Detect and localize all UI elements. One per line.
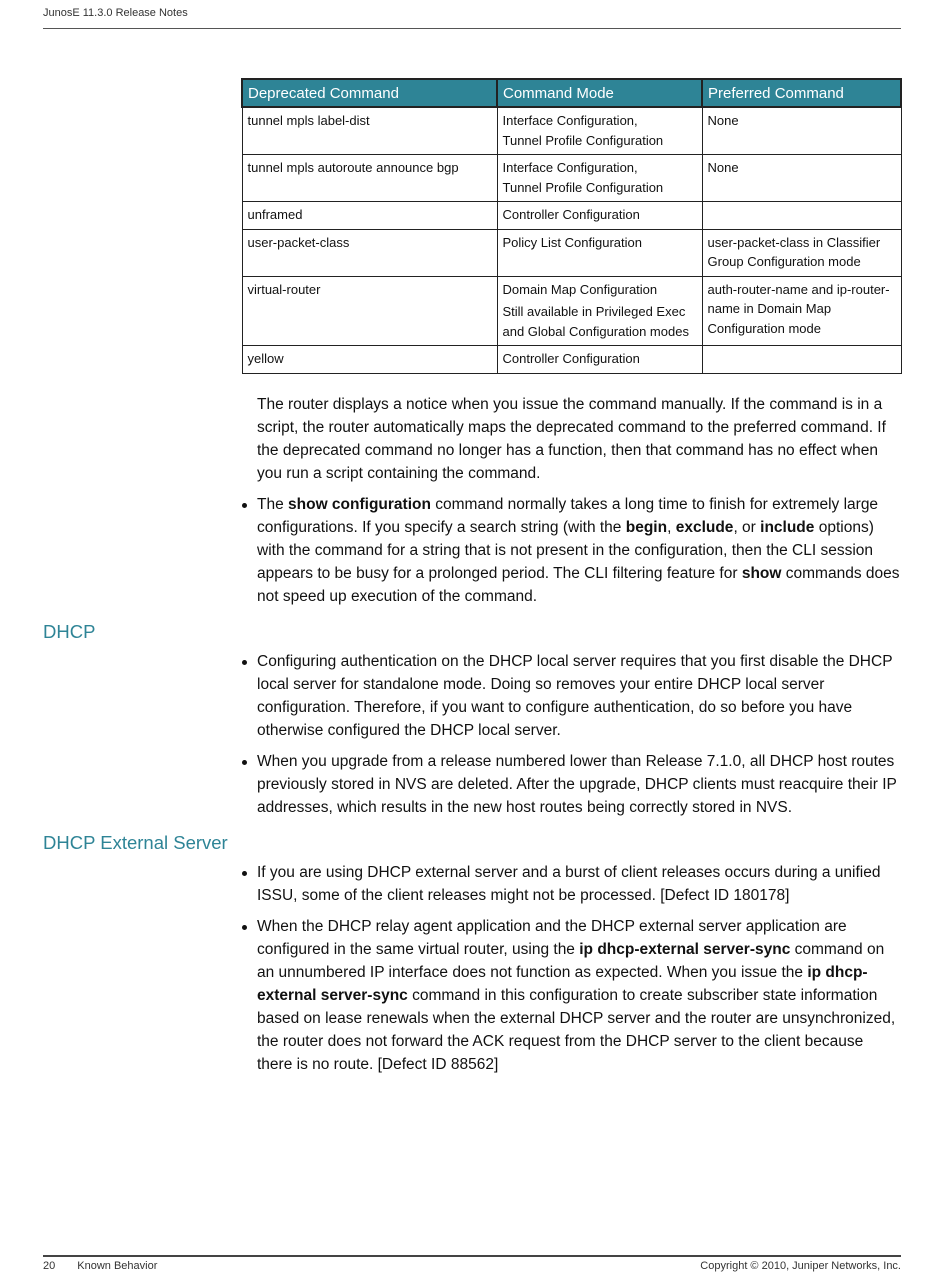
text: commands does not speed up execution of the command.: [257, 564, 900, 605]
table-cell: Controller Configuration: [497, 202, 702, 230]
column-header: Preferred Command: [702, 79, 901, 107]
table-cell: user-packet-class: [242, 229, 497, 276]
text: ,: [667, 518, 676, 536]
table-cell: None: [702, 107, 901, 155]
bullet: If you are using DHCP external server and a burst of client releases occurs during a unified ISSU, some of the client releases might not be processed. [Defect ID 180178]: [257, 861, 902, 907]
table-row: [242, 155, 901, 202]
table-cell: Policy List Configuration: [497, 229, 702, 276]
text: The: [257, 495, 289, 513]
command-text: exclude: [675, 518, 734, 536]
bullet: Configuring authentication on the DHCP local server requires that you first disable the DHCP local server for standalone mode. Doing so removes your entire DHCP local server configuration. Therefore, if you want to configure authentication, do so before you have otherwise configured the DHCP local server.: [257, 650, 902, 742]
deprecated-commands-table: [241, 78, 902, 374]
table-row: [242, 229, 901, 276]
text: , or: [733, 518, 761, 536]
table-cell: None: [702, 155, 901, 202]
cell-line: Still available in Privileged Exec and Global Configuration modes: [502, 304, 689, 339]
table-cell: tunnel mpls autoroute announce bgp: [242, 155, 497, 202]
table-row: [242, 107, 901, 155]
table-row: [242, 346, 901, 374]
cell-line: Tunnel Profile Configuration: [502, 132, 664, 148]
header-rule: [43, 28, 901, 29]
cell-line: Interface Configuration,: [502, 160, 638, 175]
section-heading-dhcp: DHCP: [43, 620, 96, 642]
table-cell: Controller Configuration: [497, 346, 702, 374]
intro-paragraph: The router displays a notice when you issue the command manually. If the command is in a script, the router automatically maps the deprecated command to the preferred command. If the deprecated command no longer has a function, then that command has no effect when you run a script containing the command.: [257, 395, 886, 482]
text: When the DHCP relay agent application and the DHCP external server application are configured in the same virtual router, using the: [257, 917, 847, 958]
command-text: ip dhcp-external server-sync: [257, 963, 868, 1004]
table-cell: virtual-router: [242, 276, 497, 346]
column-header: Deprecated Command: [242, 79, 497, 107]
column-header: Command Mode: [497, 79, 702, 107]
bullet-show-configuration: [257, 493, 902, 608]
page-number: 20: [43, 1260, 56, 1272]
table-row: [242, 276, 901, 346]
bullet: When you upgrade from a release numbered lower than Release 7.1.0, all DHCP host routes previously stored in NVS are deleted. After the upgrade, DHCP clients must reacquire their IP addresses, which results in the new host routes being correctly stored in NVS.: [257, 750, 902, 819]
table-row: [242, 202, 901, 230]
page-content: [43, 78, 902, 1084]
command-text: show configuration: [288, 495, 431, 513]
footer-rule: [43, 1255, 901, 1257]
text: options) with the command for a string that is not present in the configuration, then the CLI session appears to be busy for a prolonged period. The CLI filtering feature for: [257, 518, 874, 582]
command-text: include: [760, 518, 815, 536]
command-text: show: [741, 564, 782, 582]
table-cell: unframed: [242, 202, 497, 230]
footer-left: [43, 1260, 157, 1272]
table-cell: [497, 276, 702, 346]
table-cell: [497, 155, 702, 202]
cli-notes: [257, 393, 902, 608]
running-header: JunosE 11.3.0 Release Notes: [43, 7, 188, 19]
cell-line: Interface Configuration,: [502, 113, 638, 128]
text: command normally takes a long time to finish for extremely large configurations. If you specify a search string (with the: [257, 495, 879, 536]
dhcp-notes: [257, 650, 902, 819]
command-text: ip dhcp-external server-sync: [579, 940, 791, 958]
section-heading-dhcp-external-server: DHCP External Server: [43, 831, 228, 853]
bullet: [257, 915, 902, 1076]
dhcp-external-notes: [257, 861, 902, 1076]
table-cell: [497, 107, 702, 155]
command-text: begin: [625, 518, 668, 536]
table-cell: auth-router-name and ip-router-name in Domain Map Configuration mode: [702, 276, 901, 346]
copyright: Copyright © 2010, Juniper Networks, Inc.: [700, 1260, 901, 1272]
text: command on an unnumbered IP interface does not function as expected. When you issue the: [257, 940, 885, 981]
table-cell: [702, 346, 901, 374]
table-cell: yellow: [242, 346, 497, 374]
table-header-row: [242, 79, 901, 107]
cell-line: Tunnel Profile Configuration: [502, 179, 664, 195]
cell-line: Domain Map Configuration: [502, 281, 658, 297]
text: command in this configuration to create subscriber state information based on lease renewals when the external DHCP server and the router are unsynchronized, the router does not forward the ACK request from the DHCP server to the client because there is no route. [Defect ID 88562]: [257, 986, 896, 1073]
table-cell: tunnel mpls label-dist: [242, 107, 497, 155]
table-cell: user-packet-class in Classifier Group Configuration mode: [702, 229, 901, 276]
table-cell: [702, 202, 901, 230]
section-name: Known Behavior: [77, 1260, 158, 1272]
